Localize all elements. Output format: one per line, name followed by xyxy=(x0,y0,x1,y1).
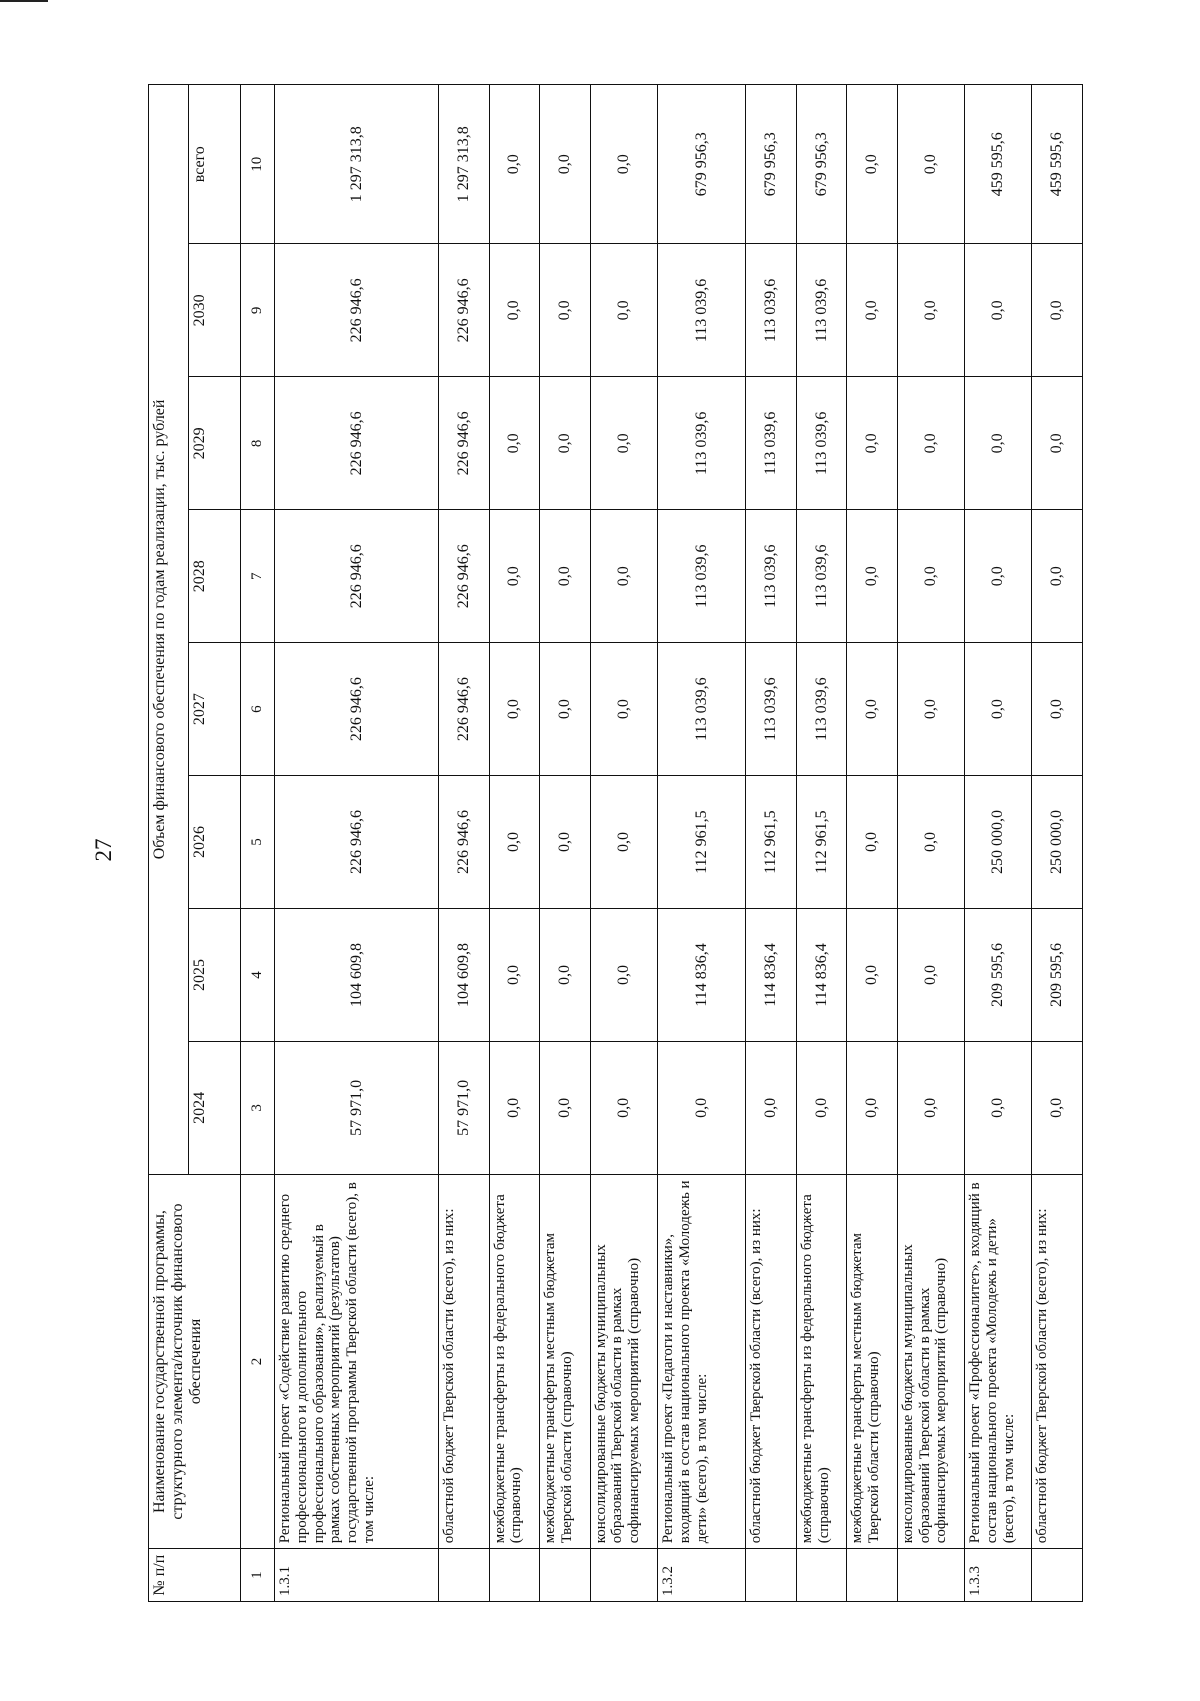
financing-table xyxy=(148,84,1083,1602)
row-total-value: 0,0 xyxy=(540,85,591,244)
row-number xyxy=(897,1549,964,1602)
row-year-value: 113 039,6 xyxy=(796,244,847,377)
row-number xyxy=(439,1549,490,1602)
row-year-value: 0,0 xyxy=(540,908,591,1041)
row-year-value: 226 946,6 xyxy=(439,643,490,776)
row-year-value: 113 039,6 xyxy=(746,510,797,643)
row-number xyxy=(847,1549,898,1602)
table-row xyxy=(746,85,797,1602)
row-number: 1.3.1 xyxy=(275,1549,439,1602)
header-year: 2024 xyxy=(189,1041,241,1174)
index-cell: 4 xyxy=(241,908,275,1041)
row-total-value: 0,0 xyxy=(590,85,657,244)
row-label: межбюджетные трансферты из федерального бюджета (справочно) xyxy=(489,1174,540,1548)
row-year-value: 112 961,5 xyxy=(796,776,847,909)
row-year-value: 113 039,6 xyxy=(796,510,847,643)
row-year-value: 226 946,6 xyxy=(275,244,439,377)
row-year-value: 0,0 xyxy=(540,244,591,377)
row-year-value: 0,0 xyxy=(489,908,540,1041)
row-year-value: 113 039,6 xyxy=(796,643,847,776)
row-year-value: 112 961,5 xyxy=(746,776,797,909)
row-year-value: 0,0 xyxy=(847,776,898,909)
row-year-value: 0,0 xyxy=(897,643,964,776)
header-year: 2026 xyxy=(189,776,241,909)
row-year-value: 0,0 xyxy=(847,244,898,377)
row-year-value: 226 946,6 xyxy=(275,510,439,643)
row-total-value: 459 595,6 xyxy=(1032,85,1083,244)
row-year-value: 226 946,6 xyxy=(439,510,490,643)
row-year-value: 0,0 xyxy=(847,908,898,1041)
row-year-value: 0,0 xyxy=(540,377,591,510)
table-row xyxy=(965,85,1032,1602)
row-number xyxy=(796,1549,847,1602)
row-year-value: 0,0 xyxy=(965,1041,1032,1174)
header-col-name: Наименование государственной программы, структурного элемента/источник финансового обеспечения xyxy=(149,1174,241,1548)
row-year-value: 226 946,6 xyxy=(275,643,439,776)
row-year-value: 0,0 xyxy=(1032,244,1083,377)
row-year-value: 0,0 xyxy=(897,244,964,377)
row-number xyxy=(489,1549,540,1602)
row-year-value: 0,0 xyxy=(590,510,657,643)
row-year-value: 226 946,6 xyxy=(439,244,490,377)
row-year-value: 0,0 xyxy=(540,510,591,643)
row-year-value: 250 000,0 xyxy=(1032,776,1083,909)
row-year-value: 0,0 xyxy=(897,377,964,510)
header-volume-title: Объем финансового обеспечения по годам реализации, тыс. рублей xyxy=(149,85,189,1175)
index-cell: 1 xyxy=(241,1549,275,1602)
row-number xyxy=(590,1549,657,1602)
row-year-value: 0,0 xyxy=(1032,377,1083,510)
row-total-value: 1 297 313,8 xyxy=(439,85,490,244)
header-year: 2025 xyxy=(189,908,241,1041)
row-year-value: 0,0 xyxy=(489,776,540,909)
row-year-value: 0,0 xyxy=(590,1041,657,1174)
table-row xyxy=(439,85,490,1602)
row-year-value: 113 039,6 xyxy=(796,377,847,510)
row-year-value: 226 946,6 xyxy=(439,377,490,510)
row-year-value: 0,0 xyxy=(489,643,540,776)
row-year-value: 113 039,6 xyxy=(746,377,797,510)
row-year-value: 114 836,4 xyxy=(746,908,797,1041)
row-number xyxy=(540,1549,591,1602)
header-year-total: всего xyxy=(189,85,241,244)
row-label: межбюджетные трансферты местным бюджетам Тверской области (справочно) xyxy=(847,1174,898,1548)
table-body xyxy=(275,85,1083,1602)
row-total-value: 1 297 313,8 xyxy=(275,85,439,244)
row-label: межбюджетные трансферты из федерального бюджета (справочно) xyxy=(796,1174,847,1548)
header-year: 2030 xyxy=(189,244,241,377)
table-row xyxy=(590,85,657,1602)
row-year-value: 113 039,6 xyxy=(657,244,745,377)
row-year-value: 0,0 xyxy=(489,377,540,510)
row-year-value: 104 609,8 xyxy=(439,908,490,1041)
row-year-value: 209 595,6 xyxy=(1032,908,1083,1041)
row-year-value: 0,0 xyxy=(1032,643,1083,776)
row-year-value: 113 039,6 xyxy=(657,377,745,510)
row-total-value: 0,0 xyxy=(847,85,898,244)
row-year-value: 113 039,6 xyxy=(746,244,797,377)
row-total-value: 459 595,6 xyxy=(965,85,1032,244)
row-label: областной бюджет Тверской области (всего), из них: xyxy=(439,1174,490,1548)
row-year-value: 226 946,6 xyxy=(275,776,439,909)
table-row xyxy=(275,85,439,1602)
index-cell: 2 xyxy=(241,1174,275,1548)
row-year-value: 0,0 xyxy=(540,643,591,776)
row-year-value: 0,0 xyxy=(590,776,657,909)
row-year-value: 0,0 xyxy=(965,510,1032,643)
row-total-value: 679 956,3 xyxy=(746,85,797,244)
row-year-value: 114 836,4 xyxy=(657,908,745,1041)
row-number xyxy=(1032,1549,1083,1602)
row-number: 1.3.2 xyxy=(657,1549,745,1602)
row-year-value: 0,0 xyxy=(897,908,964,1041)
row-year-value: 113 039,6 xyxy=(657,643,745,776)
row-year-value: 104 609,8 xyxy=(275,908,439,1041)
header-year: 2028 xyxy=(189,510,241,643)
row-year-value: 0,0 xyxy=(1032,510,1083,643)
row-year-value: 113 039,6 xyxy=(657,510,745,643)
table-row xyxy=(796,85,847,1602)
row-year-value: 57 971,0 xyxy=(439,1041,490,1174)
index-cell: 10 xyxy=(241,85,275,244)
row-year-value: 0,0 xyxy=(590,244,657,377)
row-year-value: 209 595,6 xyxy=(965,908,1032,1041)
page-number: 27 xyxy=(91,838,116,862)
row-number xyxy=(746,1549,797,1602)
row-year-value: 0,0 xyxy=(847,510,898,643)
row-year-value: 114 836,4 xyxy=(796,908,847,1041)
row-label: Региональный проект «Профессионалитет», входящий в состав национального проекта «Молодежь и дети» (всего), в том числе: xyxy=(965,1174,1032,1548)
row-year-value: 226 946,6 xyxy=(439,776,490,909)
row-total-value: 0,0 xyxy=(897,85,964,244)
row-year-value: 0,0 xyxy=(965,643,1032,776)
scan-artifact-line xyxy=(0,0,48,2)
row-year-value: 0,0 xyxy=(897,1041,964,1174)
table-row xyxy=(897,85,964,1602)
row-year-value: 0,0 xyxy=(540,1041,591,1174)
index-cell: 5 xyxy=(241,776,275,909)
row-year-value: 113 039,6 xyxy=(746,643,797,776)
table-row xyxy=(489,85,540,1602)
row-label: консолидированные бюджеты муниципальных образований Тверской области в рамках софинансируемых мероприятий (справочно) xyxy=(897,1174,964,1548)
row-year-value: 0,0 xyxy=(489,1041,540,1174)
row-year-value: 0,0 xyxy=(489,244,540,377)
row-year-value: 0,0 xyxy=(590,377,657,510)
row-year-value: 0,0 xyxy=(590,908,657,1041)
table-row xyxy=(847,85,898,1602)
row-year-value: 0,0 xyxy=(796,1041,847,1174)
table-row xyxy=(1032,85,1083,1602)
row-label: консолидированные бюджеты муниципальных образований Тверской области в рамках софинансируемых мероприятий (справочно) xyxy=(590,1174,657,1548)
row-total-value: 0,0 xyxy=(489,85,540,244)
row-year-value: 0,0 xyxy=(847,1041,898,1174)
row-label: областной бюджет Тверской области (всего), из них: xyxy=(746,1174,797,1548)
row-label: областной бюджет Тверской области (всего), из них: xyxy=(1032,1174,1083,1548)
row-year-value: 0,0 xyxy=(746,1041,797,1174)
index-cell: 9 xyxy=(241,244,275,377)
row-year-value: 0,0 xyxy=(897,510,964,643)
header-year: 2029 xyxy=(189,377,241,510)
row-year-value: 250 000,0 xyxy=(965,776,1032,909)
index-cell: 6 xyxy=(241,643,275,776)
row-label: Региональный проект «Педагоги и наставники», входящий в состав национального проекта «Молодежь и дети» (всего), в том числе: xyxy=(657,1174,745,1548)
header-col-num: № п/п xyxy=(149,1549,241,1602)
row-label: Региональный проект «Содействие развитию среднего профессионального и дополнительного профессионального образования», реализуемый в рамках собственных мероприятий (результатов) государственной программы Тверской области (всего), в том числе: xyxy=(275,1174,439,1548)
header-index-row xyxy=(241,85,275,1602)
row-number: 1.3.3 xyxy=(965,1549,1032,1602)
header-year: 2027 xyxy=(189,643,241,776)
row-year-value: 0,0 xyxy=(540,776,591,909)
row-year-value: 0,0 xyxy=(1032,1041,1083,1174)
index-cell: 7 xyxy=(241,510,275,643)
row-year-value: 0,0 xyxy=(489,510,540,643)
rotated-table-container xyxy=(148,84,1083,1602)
index-cell: 8 xyxy=(241,377,275,510)
row-year-value: 0,0 xyxy=(965,377,1032,510)
table-row xyxy=(657,85,745,1602)
row-total-value: 679 956,3 xyxy=(657,85,745,244)
index-cell: 3 xyxy=(241,1041,275,1174)
row-year-value: 226 946,6 xyxy=(275,377,439,510)
row-year-value: 0,0 xyxy=(657,1041,745,1174)
row-year-value: 0,0 xyxy=(965,244,1032,377)
row-label: межбюджетные трансферты местным бюджетам Тверской области (справочно) xyxy=(540,1174,591,1548)
row-year-value: 57 971,0 xyxy=(275,1041,439,1174)
row-total-value: 679 956,3 xyxy=(796,85,847,244)
row-year-value: 112 961,5 xyxy=(657,776,745,909)
table-row xyxy=(540,85,591,1602)
row-year-value: 0,0 xyxy=(847,377,898,510)
row-year-value: 0,0 xyxy=(590,643,657,776)
row-year-value: 0,0 xyxy=(847,643,898,776)
row-year-value: 0,0 xyxy=(897,776,964,909)
